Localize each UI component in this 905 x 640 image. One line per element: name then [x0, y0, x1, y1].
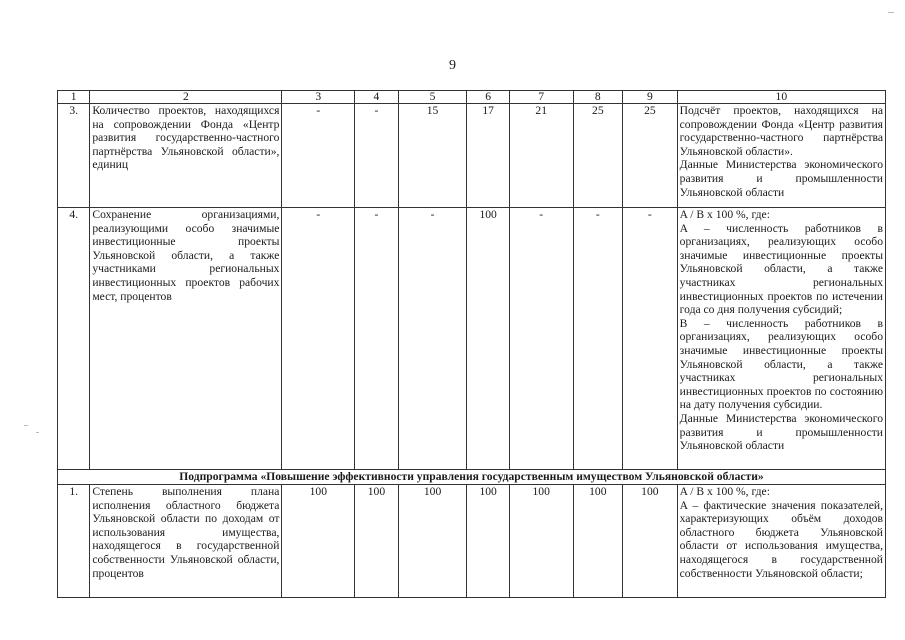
- table-row: [58, 485, 886, 598]
- header-cell: 6: [467, 91, 509, 104]
- value-cell: -: [355, 208, 398, 470]
- value-cell: -: [509, 208, 573, 470]
- header-cell: 4: [355, 91, 398, 104]
- value-cell: -: [282, 104, 355, 208]
- scan-speck: [36, 432, 39, 433]
- subprogram-row: [58, 470, 886, 485]
- value-cell: 21: [509, 104, 573, 208]
- calculation-method: [677, 208, 885, 470]
- value-cell: 100: [623, 485, 678, 598]
- method-paragraph: Данные Министерства экономического развития и промышленности Ульяновской области: [679, 158, 883, 199]
- header-cell: 9: [623, 91, 678, 104]
- row-number: 4.: [58, 208, 90, 470]
- header-cell: 10: [677, 91, 885, 104]
- method-paragraph: A / B x 100 %, где:: [679, 208, 770, 221]
- header-cell: 7: [509, 91, 573, 104]
- scan-speck: [24, 425, 28, 426]
- header-cell: 5: [398, 91, 467, 104]
- header-row: [58, 91, 886, 104]
- row-number: 1.: [58, 485, 90, 598]
- method-paragraph: Подсчёт проектов, находящихся на сопровождении Фонда «Центр развития государственно-частного партнёрства Ульяновской области».: [679, 104, 883, 158]
- value-cell: -: [623, 208, 678, 470]
- value-cell: -: [398, 208, 467, 470]
- indicators-table: [57, 90, 886, 598]
- value-cell: 100: [509, 485, 573, 598]
- header-cell: 1: [58, 91, 90, 104]
- value-cell: -: [282, 208, 355, 470]
- header-cell: 2: [90, 91, 282, 104]
- value-cell: 100: [398, 485, 467, 598]
- indicator-name: Сохранение организациями, реализующими особо значимые инвестиционные проекты Ульяновской области, а также участниками региональных инвестиционных проектов рабочих мест, процентов: [90, 208, 282, 470]
- method-paragraph: A – фактические значения показателей, характеризующих объём доходов областного бюджета Ульяновской области от использования имущества, находящегося в государственной собственности Ульяновской области;: [679, 498, 883, 580]
- method-paragraph: B – численность работников в организациях, реализующих особо значимые инвестиционные проекты Ульяновской области, а также участниках региональных инвестиционных проектов по состоянию на дату получения субсидии.: [679, 316, 883, 412]
- value-cell: 100: [573, 485, 623, 598]
- value-cell: 17: [467, 104, 509, 208]
- value-cell: 100: [467, 485, 509, 598]
- method-paragraph: A – численность работников в организациях, реализующих особо значимые инвестиционные проекты Ульяновской области, а также участниках региональных инвестиционных проектов по истечении года со дня получения субсидий;: [679, 221, 883, 317]
- value-cell: 25: [573, 104, 623, 208]
- row-number: 3.: [58, 104, 90, 208]
- indicator-name: Количество проектов, находящихся на сопровождении Фонда «Центр развития государственно-частного партнёрства Ульяновской области», единиц: [90, 104, 282, 208]
- header-cell: 8: [573, 91, 623, 104]
- value-cell: -: [573, 208, 623, 470]
- table-row: [58, 104, 886, 208]
- value-cell: 25: [623, 104, 678, 208]
- value-cell: -: [355, 104, 398, 208]
- value-cell: 100: [355, 485, 398, 598]
- method-paragraph: Данные Министерства экономического развития и промышленности Ульяновской области: [679, 411, 883, 453]
- calculation-method: [677, 104, 885, 208]
- table-row: [58, 208, 886, 470]
- value-cell: 100: [467, 208, 509, 470]
- scan-speck: [888, 12, 894, 13]
- page-number: 9: [449, 58, 456, 73]
- method-paragraph: A / B x 100 %, где:: [679, 485, 770, 498]
- subprogram-title: Подпрограмма «Повышение эффективности управления государственным имуществом Ульяновской области»: [58, 470, 886, 485]
- value-cell: 100: [282, 485, 355, 598]
- calculation-method: [677, 485, 885, 598]
- indicator-name: Степень выполнения плана исполнения областного бюджета Ульяновской области по доходам от использования имущества, находящегося в государственной собственности Ульяновской области, процентов: [90, 485, 282, 598]
- header-cell: 3: [282, 91, 355, 104]
- value-cell: 15: [398, 104, 467, 208]
